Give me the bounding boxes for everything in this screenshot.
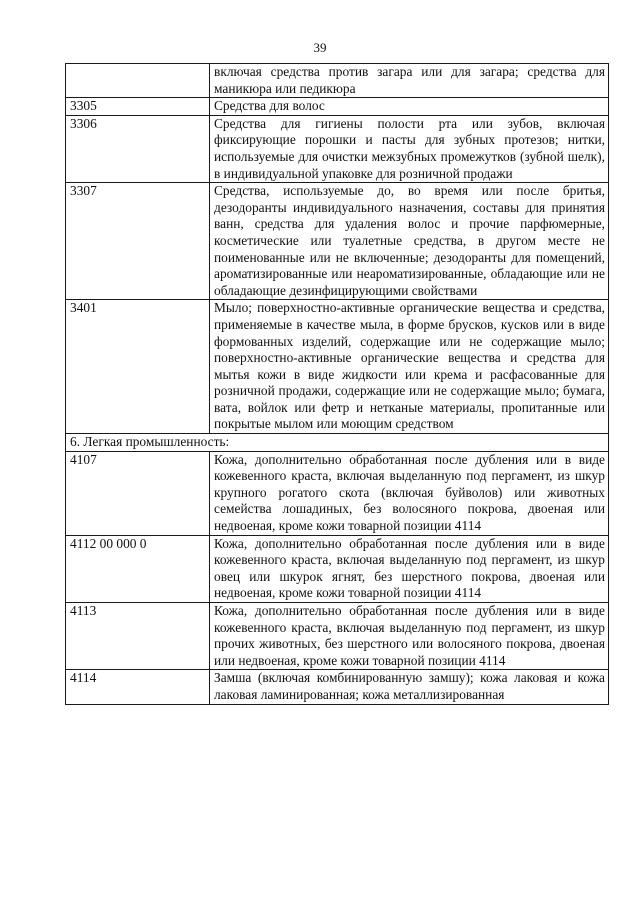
table-row — [66, 300, 609, 434]
description-cell: Кожа, дополнительно обработанная после дубления или в виде кожевенного краста, включая выделанную под пергамент, из шкур прочих животных, без шерстного или волосяного покрова, двоеная или недвоеная, кроме кожи товарной позиции 4114 — [210, 603, 609, 670]
description-cell: включая средства против загара или для загара; средства для маникюра или педикюра — [210, 64, 609, 98]
description-cell: Кожа, дополнительно обработанная после дубления или в виде кожевенного краста, включая выделанную под пергамент, из шкур крупного рогатого скота (включая буйволов) или животных семейства лошадиных, без волосяного покрова, двоеная или недвоеная, кроме кожи товарной позиции 4114 — [210, 451, 609, 535]
code-cell: 3401 — [66, 300, 210, 434]
code-cell: 3306 — [66, 115, 210, 182]
description-cell: Средства для гигиены полости рта или зубов, включая фиксирующие порошки и пасты для зубных протезов; нитки, используемые для очистки межзубных промежутков (зубной шелк), в индивидуальной упаковке для розничной продажи — [210, 115, 609, 182]
table-row — [66, 670, 609, 704]
page-bottom-margin — [0, 843, 640, 905]
code-cell: 4114 — [66, 670, 210, 704]
description-cell: Замша (включая комбинированную замшу); кожа лаковая и кожа лаковая ламинированная; кожа металлизированная — [210, 670, 609, 704]
description-cell: Средства для волос — [210, 98, 609, 116]
description-cell: Кожа, дополнительно обработанная после дубления или в виде кожевенного краста, включая выделанную под пергамент, из шкур овец или шкурок ягнят, без шерстного покрова, двоеная или недвоеная, кроме кожи товарной позиции 4114 — [210, 535, 609, 602]
table-row — [66, 115, 609, 182]
table-row — [66, 603, 609, 670]
tariff-code-table — [65, 63, 609, 705]
description-cell: Средства, используемые до, во время или после бритья, дезодоранты индивидуального назначения, составы для принятия ванн, средства для удаления волос и прочие парфюмерные, косметические или туалетные средства, в другом месте не поименованные или не включенные; дезодоранты для помещений, ароматизированные или неароматизированные, обладающие или не обладающие дезинфицирующими свойствами — [210, 183, 609, 300]
table-row — [66, 98, 609, 116]
description-cell: Мыло; поверхностно-активные органические вещества и средства, применяемые в качестве мыла, в форме брусков, кусков или в виде формованных изделий, содержащие или не содержащие мыло; поверхностно-активные органические вещества и средства для мытья кожи в виде жидкости или крема и расфасованные для розничной продажи, содержащие или не содержащие мыло; бумага, вата, войлок или фетр и нетканые материалы, пропитанные или покрытые мылом или моющим средством — [210, 300, 609, 434]
page-number: 39 — [313, 40, 327, 55]
section-heading: 6. Легкая промышленность: — [66, 434, 609, 452]
code-cell: 3307 — [66, 183, 210, 300]
code-cell: 4112 00 000 0 — [66, 535, 210, 602]
section-row — [66, 434, 609, 452]
table-row — [66, 535, 609, 602]
code-cell: 4107 — [66, 451, 210, 535]
code-cell — [66, 64, 210, 98]
table-row — [66, 64, 609, 98]
table-row — [66, 183, 609, 300]
code-cell: 4113 — [66, 603, 210, 670]
table-row — [66, 451, 609, 535]
code-cell: 3305 — [66, 98, 210, 116]
